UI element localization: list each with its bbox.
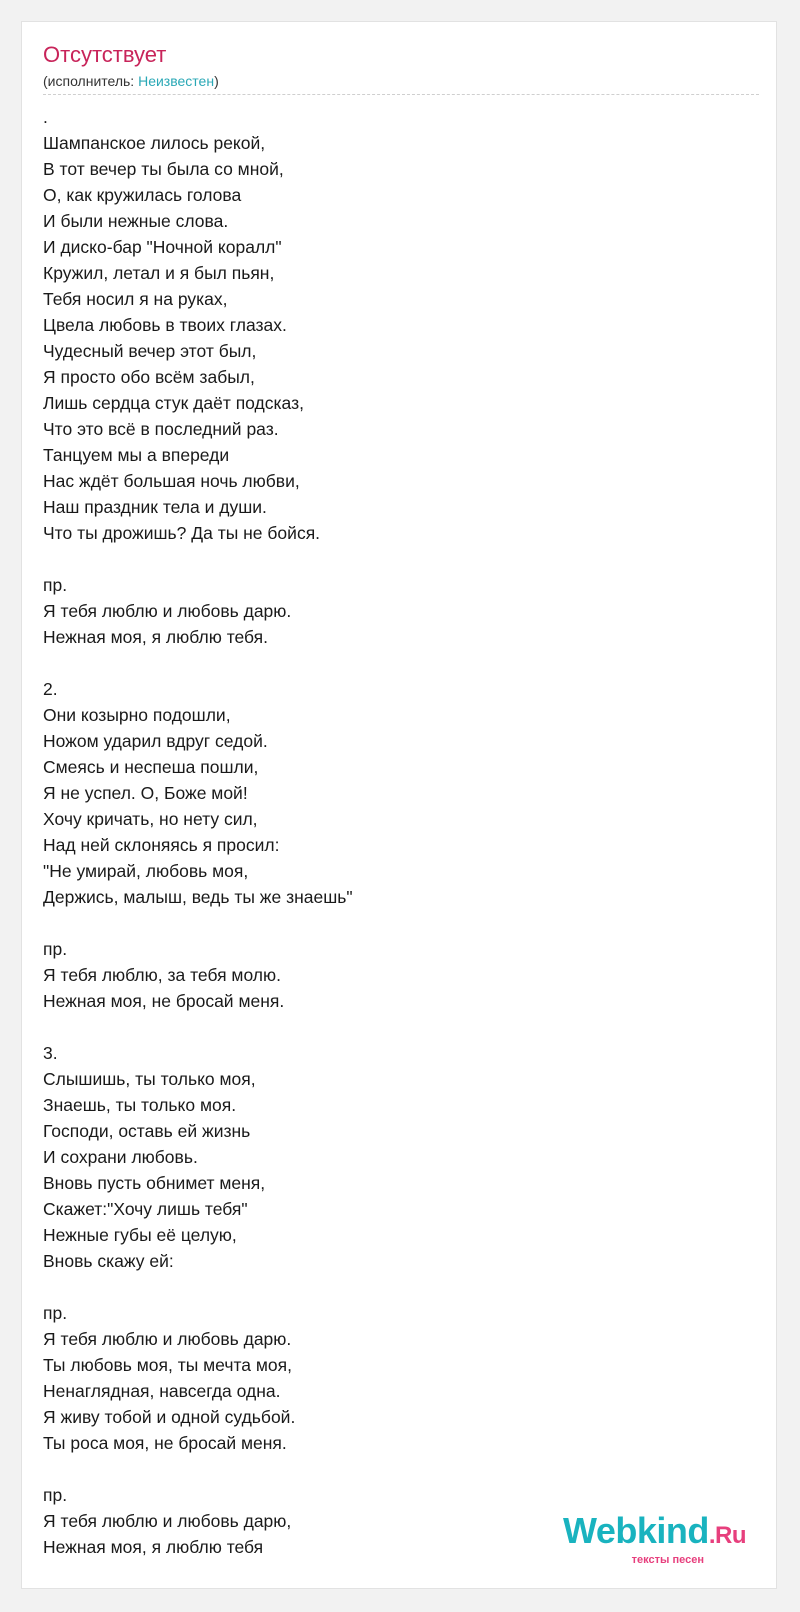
lyric-line: 2. xyxy=(43,679,58,699)
lyric-line: Что ты дрожишь? Да ты не бойся. xyxy=(43,523,321,543)
site-logo[interactable] xyxy=(562,1510,746,1566)
logo-tld: .Ru xyxy=(708,1522,746,1549)
lyric-line: Я не успел. О, Боже мой! xyxy=(43,783,248,803)
lyric-line: Цвела любовь в твоих глазах. xyxy=(43,315,287,335)
header-divider xyxy=(43,94,759,95)
lyric-line: пр. xyxy=(43,1485,68,1505)
lyric-line: Танцуем мы а впереди xyxy=(43,445,230,465)
lyric-line: Ты роса моя, не бросай меня. xyxy=(43,1433,287,1453)
artist-link[interactable]: Неизвестен xyxy=(138,73,215,89)
lyric-line: Шампанское лилось рекой, xyxy=(43,133,266,153)
lyric-line: Ножом ударил вдруг седой. xyxy=(43,731,268,751)
lyrics-card xyxy=(21,21,777,1589)
lyric-blank-line xyxy=(43,546,743,572)
lyric-line: Я тебя люблю и любовь дарю, xyxy=(43,1511,292,1531)
lyric-blank-line xyxy=(43,1014,743,1040)
lyric-line: Слышишь, ты только моя, xyxy=(43,1069,256,1089)
logo-main-text: Webkind xyxy=(562,1510,709,1551)
lyric-line: И были нежные слова. xyxy=(43,211,229,231)
lyric-blank-line xyxy=(43,1456,743,1482)
lyric-blank-line xyxy=(43,1274,743,1300)
lyric-line: Нас ждёт большая ночь любви, xyxy=(43,471,300,491)
logo-wordmark xyxy=(562,1510,746,1554)
lyric-line: Я просто обо всём забыл, xyxy=(43,367,255,387)
lyric-line: Хочу кричать, но нету сил, xyxy=(43,809,258,829)
lyric-line: Чудесный вечер этот был, xyxy=(43,341,257,361)
lyric-line: Вновь скажу ей: xyxy=(43,1251,174,1271)
lyric-line: 3. xyxy=(43,1043,58,1063)
lyric-line: О, как кружилась голова xyxy=(43,185,242,205)
lyric-line: Наш праздник тела и души. xyxy=(43,497,267,517)
song-title: Отсутствует xyxy=(43,42,167,67)
lyric-line: Они козырно подошли, xyxy=(43,705,231,725)
lyric-line: Ненаглядная, навсегда одна. xyxy=(43,1381,281,1401)
lyric-line: Нежная моя, не бросай меня. xyxy=(43,991,285,1011)
lyric-line: Над ней склоняясь я просил: xyxy=(43,835,280,855)
lyric-line: Нежная моя, я люблю тебя. xyxy=(43,627,269,647)
artist-line xyxy=(43,72,219,90)
lyric-line: Я тебя люблю, за тебя молю. xyxy=(43,965,281,985)
artist-suffix: ) xyxy=(214,73,219,89)
lyric-line: Смеясь и неспеша пошли, xyxy=(43,757,259,777)
lyric-line: "Не умирай, любовь моя, xyxy=(43,861,249,881)
lyric-line: Знаешь, ты только моя. xyxy=(43,1095,237,1115)
lyric-line: Господи, оставь ей жизнь xyxy=(43,1121,251,1141)
artist-prefix: (исполнитель: xyxy=(43,73,139,89)
lyric-line: Кружил, летал и я был пьян, xyxy=(43,263,275,283)
lyric-line: Лишь сердца стук даёт подсказ, xyxy=(43,393,304,413)
lyric-line: И диско-бар "Ночной коралл" xyxy=(43,237,282,257)
lyric-line: Я тебя люблю и любовь дарю. xyxy=(43,601,292,621)
lyric-line: В тот вечер ты была со мной, xyxy=(43,159,284,179)
lyric-line: Что это всё в последний раз. xyxy=(43,419,279,439)
lyric-blank-line xyxy=(43,910,743,936)
lyrics-text xyxy=(43,104,743,1560)
lyric-line: Нежная моя, я люблю тебя xyxy=(43,1537,264,1557)
lyric-line: пр. xyxy=(43,575,68,595)
lyric-blank-line xyxy=(43,650,743,676)
lyric-line: И сохрани любовь. xyxy=(43,1147,198,1167)
lyric-line: пр. xyxy=(43,939,68,959)
lyric-line: Держись, малыш, ведь ты же знаешь" xyxy=(43,887,353,907)
lyric-line: Вновь пусть обнимет меня, xyxy=(43,1173,266,1193)
lyric-line: Я живу тобой и одной судьбой. xyxy=(43,1407,296,1427)
lyric-line: Нежные губы её целую, xyxy=(43,1225,237,1245)
lyric-line: Скажет:"Хочу лишь тебя" xyxy=(43,1199,248,1219)
lyric-line: пр. xyxy=(43,1303,68,1323)
lyric-line: . xyxy=(43,107,48,127)
logo-subtitle: тексты песен xyxy=(631,1554,704,1566)
lyric-line: Я тебя люблю и любовь дарю. xyxy=(43,1329,292,1349)
lyric-line: Ты любовь моя, ты мечта моя, xyxy=(43,1355,292,1375)
lyric-line: Тебя носил я на руках, xyxy=(43,289,228,309)
